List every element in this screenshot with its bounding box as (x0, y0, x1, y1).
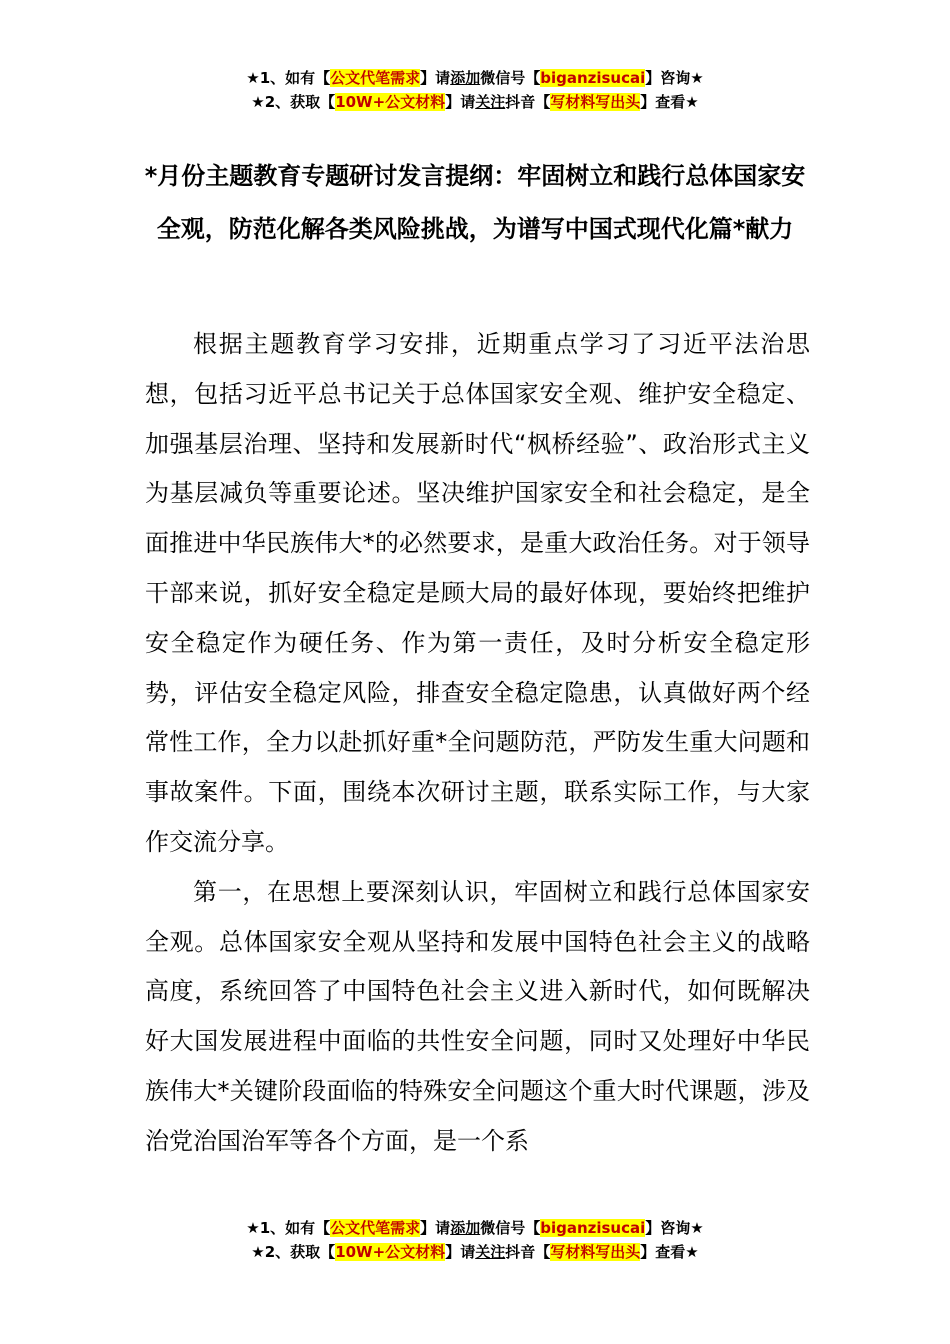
footer-banner (0, 1216, 950, 1264)
banner-text: 】查看★ (640, 93, 699, 111)
banner-text: 】查看★ (640, 1243, 699, 1261)
banner-highlight: biganzisucai (540, 69, 646, 87)
banner-highlight: 写材料写出头 (550, 1243, 641, 1261)
document-title: *月份主题教育专题研讨发言提纲：牢固树立和践行总体国家安全观，防范化解各类风险挑战，为谱写中国式现代化篇*献力 (144, 162, 806, 243)
banner-highlight: 10W+公文材料 (335, 1243, 446, 1261)
banner-text: 微信号【 (480, 1219, 541, 1237)
banner-underline: 添加 (450, 1219, 481, 1237)
banner-text: 】请 (420, 1219, 451, 1237)
banner-underline: 关注 (475, 1243, 506, 1261)
banner-underline: 添加 (450, 69, 481, 87)
paragraph: 根据主题教育学习安排，近期重点学习了习近平法治思想，包括习近平总书记关于总体国家安全观、维护安全稳定、加强基层治理、坚持和发展新时代“枫桥经验”、政治形式主义为基层减负等重要论述。坚决维护国家安全和社会稳定，是全面推进中华民族伟大*的必然要求，是重大政治任务。对于领导干部来说，抓好安全稳定是顾大局的最好体现，要始终把维护安全稳定作为硬任务、作为第一责任，及时分析安全稳定形势，评估安全稳定风险，排查安全稳定隐患，认真做好两个经常性工作，全力以赴抓好重*全问题防范，严防发生重大问题和事故案件。下面，围绕本次研讨主题，联系实际工作，与大家作交流分享。 (145, 330, 810, 856)
banner-text: ★1、如有【 (246, 1219, 331, 1237)
banner-text: 】请 (420, 69, 451, 87)
banner-text: 抖音【 (505, 93, 551, 111)
banner-text: 】咨询★ (645, 69, 704, 87)
document-body (145, 320, 810, 1167)
banner-highlight: biganzisucai (540, 1219, 646, 1237)
banner-underline: 关注 (475, 93, 506, 111)
banner-text: ★2、获取【 (251, 93, 336, 111)
banner-text: 】咨询★ (645, 1219, 704, 1237)
banner-text: ★2、获取【 (251, 1243, 336, 1261)
banner-line-2 (0, 90, 950, 114)
banner-text: 】请 (445, 93, 476, 111)
banner-highlight: 公文代笔需求 (330, 69, 421, 87)
banner-text: 微信号【 (480, 69, 541, 87)
banner-highlight: 10W+公文材料 (335, 93, 446, 111)
banner-highlight: 公文代笔需求 (330, 1219, 421, 1237)
banner-highlight: 写材料写出头 (550, 93, 641, 111)
banner-text: ★1、如有【 (246, 69, 331, 87)
header-banner (0, 66, 950, 114)
banner-line-2 (0, 1240, 950, 1264)
banner-text: 抖音【 (505, 1243, 551, 1261)
banner-text: 】请 (445, 1243, 476, 1261)
banner-line-1 (0, 66, 950, 90)
banner-line-1 (0, 1216, 950, 1240)
paragraph: 第一，在思想上要深刻认识，牢固树立和践行总体国家安全观。总体国家安全观从坚持和发展中国特色社会主义的战略高度，系统回答了中国特色社会主义进入新时代，如何既解决好大国发展进程中面临的共性安全问题，同时又处理好中华民族伟大*关键阶段面临的特殊安全问题这个重大时代课题，涉及治党治国治军等各个方面，是一个系 (145, 877, 810, 1155)
